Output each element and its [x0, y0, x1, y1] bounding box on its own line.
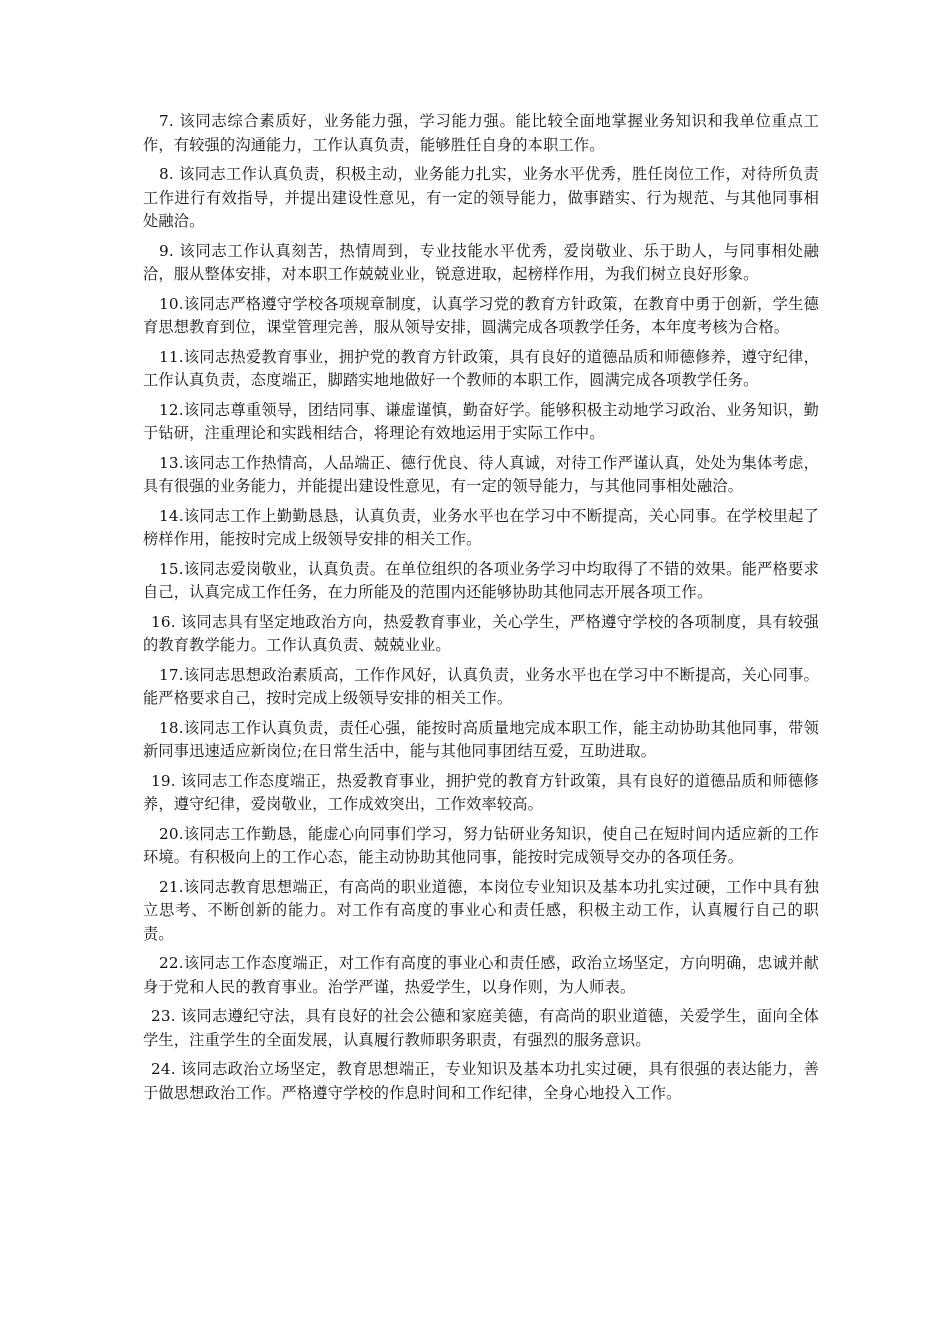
item-text: 该同志工作热情高，人品端正、德行优良、待人真诚，对待工作严谨认真，处处为集体考虑，具有很强的业务能力，并能提出建设性意见，有一定的领导能力，与其他同事相处融洽。	[143, 453, 819, 495]
list-item	[143, 558, 819, 605]
list-item	[143, 346, 819, 393]
item-text: 该同志严格遵守学校各项规章制度，认真学习党的教育方针政策，在教育中勇于创新，学生德育思想教育到位，课堂管理完善，服从领导安排，圆满完成各项教学任务，本年度考核为合格。	[143, 294, 819, 336]
item-number: 13.	[159, 453, 184, 472]
item-number: 21.	[159, 877, 184, 896]
item-text: 该同志工作认真负责，积极主动，业务能力扎实，业务水平优秀，胜任岗位工作，对待所负责工作进行有效指导，并提出建设性意见，有一定的领导能力，做事踏实、行为规范、与其他同事相处融洽。	[143, 165, 819, 230]
item-text: 该同志政治立场坚定，教育思想端正，专业知识及基本功扎实过硬，具有很强的表达能力，善于做思想政治工作。严格遵守学校的作息时间和工作纪律，全身心地投入工作。	[143, 1060, 819, 1102]
item-number: 23.	[151, 1007, 176, 1025]
document-page	[143, 110, 819, 1111]
item-text: 该同志爱岗敬业，认真负责。在单位组织的各项业务学习中均取得了不错的效果。能严格要求自己，认真完成工作任务，在力所能及的范围内还能够协助其他同志开展各项工作。	[143, 559, 819, 601]
item-text: 该同志工作认真刻苦，热情周到，专业技能水平优秀，爱岗敬业、乐于助人，与同事相处融洽，服从整体安排，对本职工作兢兢业业，锐意进取，起榜样作用，为我们树立良好形象。	[143, 241, 819, 283]
list-item	[143, 293, 819, 340]
item-number: 18.	[159, 718, 184, 737]
list-item	[143, 505, 819, 552]
list-item	[143, 952, 819, 999]
item-number: 19.	[151, 771, 176, 790]
item-text: 该同志综合素质好，业务能力强，学习能力强。能比较全面地掌握业务知识和我单位重点工作，有较强的沟通能力，工作认真负责，能够胜任自身的本职工作。	[143, 112, 819, 154]
list-item	[143, 163, 819, 234]
list-item	[143, 240, 819, 287]
item-text: 该同志思想政治素质高，工作作风好，认真负责，业务水平也在学习中不断提高，关心同事。能严格要求自己，按时完成上级领导安排的相关工作。	[143, 665, 819, 707]
list-item	[143, 664, 819, 711]
list-item	[143, 876, 819, 947]
item-number: 20.	[159, 824, 184, 843]
item-number: 10.	[159, 294, 184, 313]
item-number: 22.	[159, 954, 184, 972]
item-text: 该同志具有坚定地政治方向，热爱教育事业，关心学生，严格遵守学校的各项制度，具有较强的教育教学能力。工作认真负责、兢兢业业。	[143, 612, 819, 654]
list-item	[143, 1005, 819, 1052]
item-text: 该同志遵纪守法，具有良好的社会公德和家庭美德，有高尚的职业道德，关爱学生，面向全体学生，注重学生的全面发展，认真履行教师职务职责，有强烈的服务意识。	[143, 1007, 819, 1049]
list-item	[143, 110, 819, 157]
item-number: 7.	[159, 112, 174, 130]
item-text: 该同志热爱教育事业，拥护党的教育方针政策，具有良好的道德品质和师德修养，遵守纪律，工作认真负责，态度端正，脚踏实地地做好一个教师的本职工作，圆满完成各项教学任务。	[143, 347, 819, 389]
list-item	[143, 717, 819, 764]
item-number: 17.	[159, 665, 184, 684]
list-item	[143, 823, 819, 870]
item-text: 该同志工作上勤勤恳恳，认真负责，业务水平也在学习中不断提高，关心同事。在学校里起了榜样作用，能按时完成上级领导安排的相关工作。	[143, 506, 819, 548]
item-number: 8.	[159, 165, 174, 183]
item-number: 16.	[151, 612, 176, 631]
item-text: 该同志工作态度端正，对工作有高度的事业心和责任感，政治立场坚定，方向明确，忠诚并献身于党和人民的教育事业。治学严谨，热爱学生，以身作则，为人师表。	[143, 954, 819, 996]
item-number: 24.	[151, 1060, 176, 1078]
list-item	[143, 770, 819, 817]
item-text: 该同志工作认真负责，责任心强，能按时高质量地完成本职工作，能主动协助其他同事，带领新同事迅速适应新岗位;在日常生活中，能与其他同事团结互爱，互助进取。	[143, 718, 819, 760]
item-number: 12.	[159, 400, 184, 419]
item-text: 该同志工作勤恳，能虚心向同事们学习，努力钻研业务知识，使自己在短时间内适应新的工作环境。有积极向上的工作心态，能主动协助其他同事，能按时完成领导交办的各项任务。	[143, 824, 819, 866]
list-item	[143, 452, 819, 499]
list-item	[143, 611, 819, 658]
item-number: 11.	[159, 347, 184, 366]
list-item	[143, 399, 819, 446]
item-text: 该同志工作态度端正，热爱教育事业，拥护党的教育方针政策，具有良好的道德品质和师德修养，遵守纪律，爱岗敬业，工作成效突出，工作效率较高。	[143, 771, 819, 813]
item-text: 该同志教育思想端正，有高尚的职业道德，本岗位专业知识及基本功扎实过硬，工作中具有独立思考、不断创新的能力。对工作有高度的事业心和责任感，积极主动工作，认真履行自己的职责。	[143, 877, 819, 943]
item-number: 14.	[159, 506, 184, 525]
list-item	[143, 1058, 819, 1105]
item-number: 15.	[159, 559, 184, 578]
item-number: 9.	[159, 241, 174, 260]
item-text: 该同志尊重领导，团结同事、谦虚谨慎，勤奋好学。能够积极主动地学习政治、业务知识，勤于钻研，注重理论和实践相结合，将理论有效地运用于实际工作中。	[143, 400, 819, 442]
